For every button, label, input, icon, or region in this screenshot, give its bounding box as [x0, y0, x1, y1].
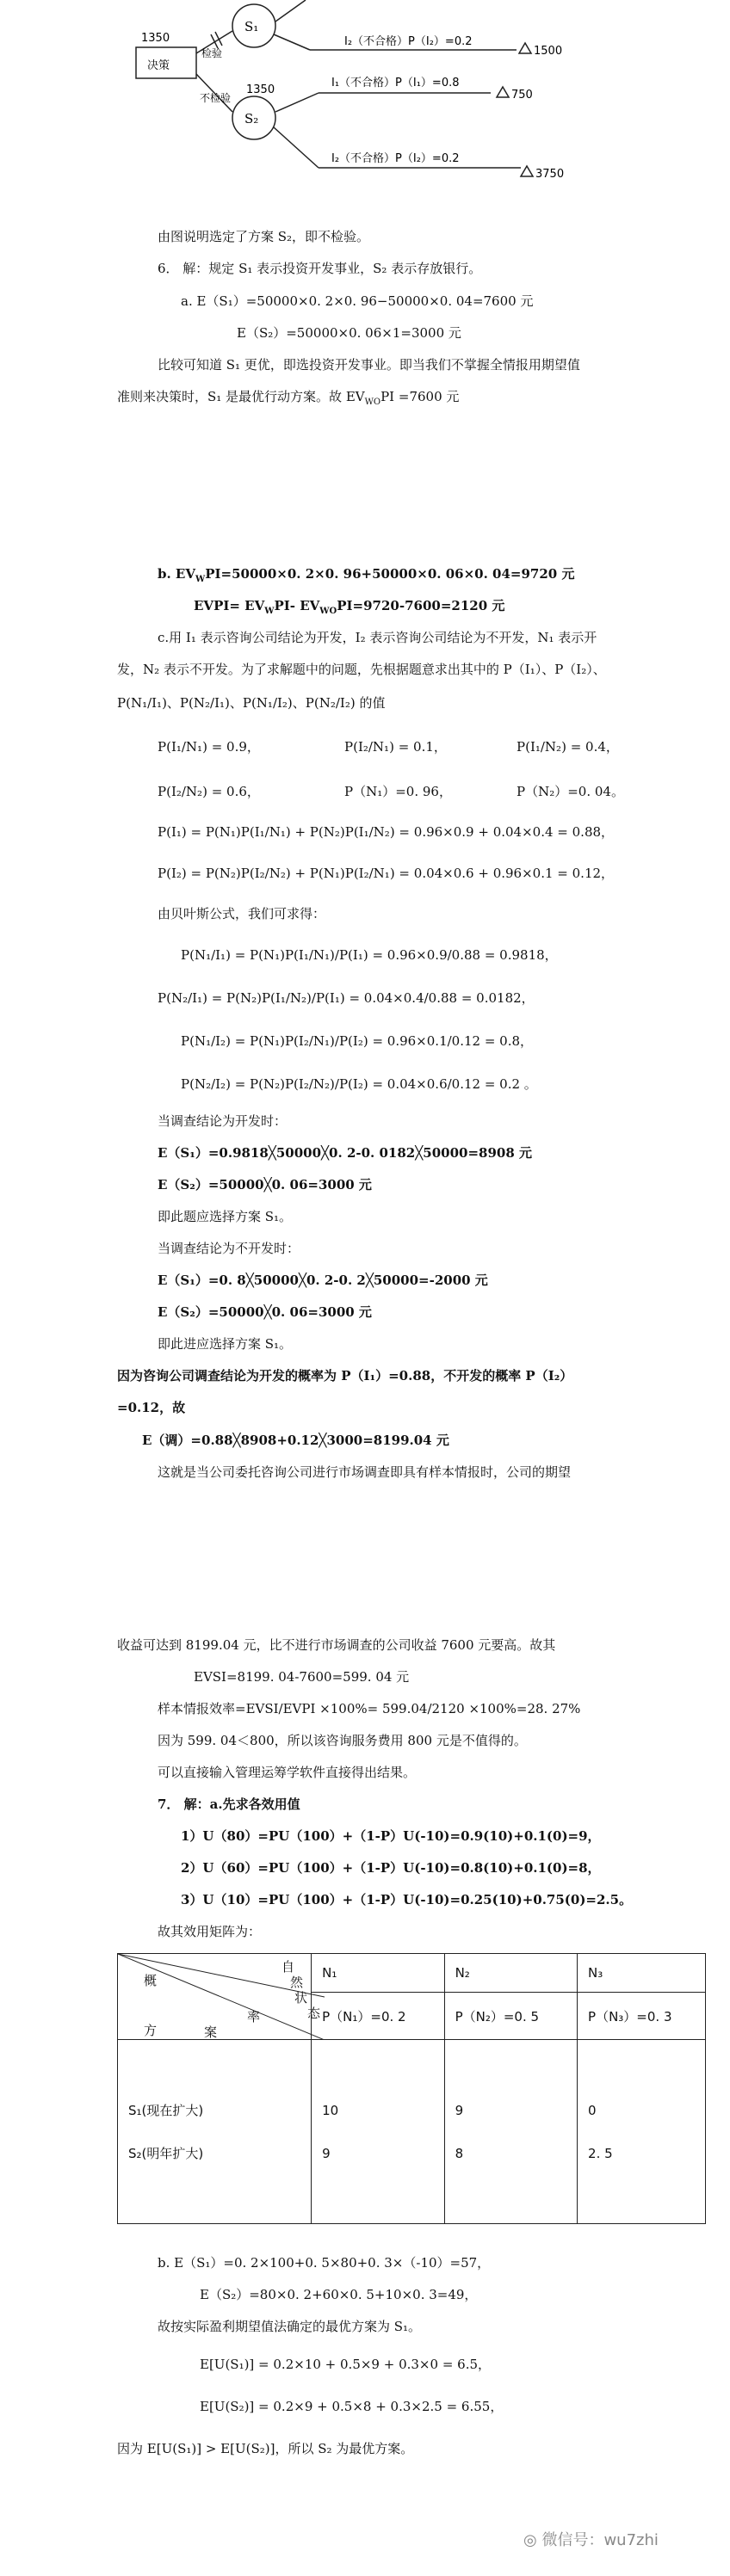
- svg-text:S₁: S₁: [244, 19, 259, 34]
- prob-value: P(I₂/N₁) = 0.1，: [344, 739, 447, 755]
- utility-matrix: 自 然 状 态 概 率 方 案 N₁ N₂ N₃ P（N₁）=0. 2 P（N₂）=0. 5 P（N₃）=0. 3 S₁(现在扩大) S₂(明年扩大) 10 9 9 8 0 2. 5: [117, 1953, 706, 2224]
- prob-value: P（N₁）=0. 96，: [344, 784, 452, 799]
- diag-header: 自 然 状 态 概 率 方 案: [118, 1954, 312, 2040]
- text-line: 由图说明选定了方案 S₂，即不检验。: [158, 229, 370, 244]
- header-n2: N₂: [444, 1954, 577, 1993]
- text-line: 准则来决策时，S₁ 是最优行动方案。故 $EV_{WO}PI =7600$ 元: [117, 389, 460, 407]
- prob-value: P（N₂）=0. 04。: [517, 784, 624, 799]
- svg-text:750: 750: [511, 89, 533, 102]
- text-line: 当调查结论为开发时：: [158, 1113, 288, 1129]
- svg-text:S₂: S₂: [244, 111, 259, 126]
- formula: P(I₁) = P(N₁)P(I₁/N₁) + P(N₂)P(I₁/N₂) = 0.96×0.9 + 0.04×0.4 = 0.88，: [158, 824, 615, 840]
- row-label-s2: S₂(明年扩大): [128, 2145, 204, 2161]
- text-line: 样本情报效率=EVSI/EVPI ×100%= 599.04/2120 ×100%=28. 27%: [158, 1701, 581, 1716]
- svg-text:不检验: 不检验: [200, 92, 232, 104]
- row-label-s1: S₁(现在扩大): [128, 2102, 204, 2118]
- text-line: b. E（S₁）=0. 2×100+0. 5×80+0. 3×（-10）=57，: [158, 2255, 491, 2271]
- text-line: 故按实际盈利期望值法确定的最优方案为 S₁。: [158, 2319, 422, 2334]
- text-line: 因为 E[U(S₁)] > E[U(S₂)]，所以 S₂ 为最优方案。: [117, 2441, 414, 2456]
- header-n1: N₁: [312, 1954, 444, 1993]
- wechat-watermark: ◎ 微信号：wu7zhi: [523, 2531, 659, 2549]
- text-line: 由贝叶斯公式，我们可求得：: [158, 906, 326, 921]
- header-n3: N₃: [578, 1954, 706, 1993]
- text-line: 发，N₂ 表示不开发。为了求解题中的问题，先根据题意求出其中的 P（I₁）、P（I₂）、: [117, 662, 606, 677]
- text-line: E（S₂）=50000╳0. 06=3000 元: [158, 1177, 372, 1192]
- text-line: 3）U（10）=PU（100）+（1-P）U(-10)=0.25(10)+0.75(0)=2.5。: [181, 1892, 633, 1907]
- text-line: c.用 I₁ 表示咨询公司结论为开发，I₂ 表示咨询公司结论为不开发，N₁ 表示开: [158, 630, 597, 645]
- prob-value: P(I₁/N₂) = 0.4，: [517, 739, 619, 755]
- svg-text:1350: 1350: [141, 32, 170, 45]
- text-line: E（S₂）=80×0. 2+60×0. 5+10×0. 3=49，: [200, 2287, 478, 2302]
- text-line: 收益可达到 8199.04 元，比不进行市场调查的公司收益 7600 元要高。故其: [117, 1637, 556, 1653]
- text-line: 故其效用矩阵为：: [158, 1924, 262, 1939]
- svg-text:检验: 检验: [201, 47, 223, 59]
- svg-text:I₂（不合格）P（I₂）=0.2: I₂（不合格）P（I₂）=0.2: [344, 35, 473, 48]
- svg-text:3750: 3750: [535, 168, 565, 181]
- formula: P(N₁/I₂) = P(N₁)P(I₂/N₁)/P(I₂) = 0.96×0.1/0.12 = 0.8，: [181, 1033, 534, 1049]
- wechat-icon: ◎: [523, 2531, 537, 2549]
- formula: E[U(S₁)] = 0.2×10 + 0.5×9 + 0.3×0 = 6.5，: [200, 2357, 492, 2372]
- formula: P(N₂/I₁) = P(N₂)P(I₁/N₂)/P(I₁) = 0.04×0.4/0.88 = 0.0182，: [158, 990, 535, 1006]
- text-line: 1）U（80）=PU（100）+（1-P）U(-10)=0.9(10)+0.1(0)=9，: [181, 1828, 601, 1844]
- text-line: E（S₂）=50000╳0. 06=3000 元: [158, 1304, 372, 1320]
- text-line: E（调）=0.88╳8908+0.12╳3000=8199.04 元: [142, 1433, 449, 1448]
- text-line: E（S₁）=0. 8╳50000╳0. 2-0. 2╳50000=-2000 元: [158, 1273, 488, 1288]
- text-line: 即此题应选择方案 S₁。: [158, 1209, 293, 1224]
- svg-text:I₁（不合格）P（I₁）=0.8: I₁（不合格）P（I₁）=0.8: [331, 77, 460, 89]
- text-line: =0.12，故: [117, 1400, 186, 1415]
- decision-tree: [0, 0, 730, 185]
- text-line: EVSI=8199. 04-7600=599. 04 元: [194, 1669, 410, 1685]
- text-line: 比较可知道 S₁ 更优，即选投资开发事业。即当我们不掌握全情报用期望值: [158, 357, 580, 373]
- text-line: E（S₂）=50000×0. 06×1=3000 元: [237, 325, 461, 341]
- text-line: 当调查结论为不开发时：: [158, 1241, 300, 1256]
- text-line: P(N₁/I₁)、P(N₂/I₁)、P(N₁/I₂)、P(N₂/I₂) 的值: [117, 695, 386, 711]
- text-line: 因为 599. 04＜800，所以该咨询服务费用 800 元是不值得的。: [158, 1733, 527, 1748]
- text-line: 这就是当公司委托咨询公司进行市场调查即具有样本情报时，公司的期望: [158, 1464, 572, 1480]
- svg-text:1350: 1350: [246, 83, 275, 96]
- svg-text:1500: 1500: [534, 45, 563, 58]
- prob-value: P(I₁/N₁) = 0.9，: [158, 739, 260, 755]
- decision-label: 决策: [147, 59, 170, 72]
- formula: E[U(S₂)] = 0.2×9 + 0.5×8 + 0.3×2.5 = 6.55，: [200, 2399, 504, 2414]
- formula: P(I₂) = P(N₂)P(I₂/N₂) + P(N₁)P(I₂/N₁) = 0.04×0.6 + 0.96×0.1 = 0.12，: [158, 866, 615, 881]
- text-line: 2）U（60）=PU（100）+（1-P）U(-10)=0.8(10)+0.1(0)=8，: [181, 1860, 601, 1876]
- text-line: a. E（S₁）=50000×0. 2×0. 96−50000×0. 04=7600 元: [181, 293, 534, 309]
- text-line: 可以直接输入管理运筹学软件直接得出结果。: [158, 1765, 417, 1780]
- text-line: E（S₁）=0.9818╳50000╳0. 2-0. 0182╳50000=8908 元: [158, 1145, 532, 1161]
- text-line: 因为咨询公司调查结论为开发的概率为 P（I₁）=0.88，不开发的概率 P（I₂）: [117, 1368, 573, 1384]
- text-line: EVPI= $EV_WPI-$ $EV_{WO}PI=9720-7600=2120$ 元: [194, 598, 505, 616]
- svg-text:I₂（不合格）P（I₂）=0.2: I₂（不合格）P（I₂）=0.2: [331, 152, 460, 165]
- formula: P(N₂/I₂) = P(N₂)P(I₂/N₂)/P(I₂) = 0.04×0.6/0.12 = 0.2 。: [181, 1076, 537, 1092]
- prob-value: P(I₂/N₂) = 0.6，: [158, 784, 260, 799]
- text-line: 7． 解：a.先求各效用值: [158, 1796, 300, 1812]
- text-line: 6． 解：规定 S₁ 表示投资开发事业，S₂ 表示存放银行。: [158, 261, 482, 276]
- text-line: b. $EV_WPI=50000\times 0$. 2×0. 96+50000×0. 06×0. 04=9720 元: [158, 566, 575, 584]
- formula: P(N₁/I₁) = P(N₁)P(I₁/N₁)/P(I₁) = 0.96×0.9/0.88 = 0.9818，: [181, 947, 558, 963]
- text-line: 即此进应选择方案 S₁。: [158, 1336, 293, 1352]
